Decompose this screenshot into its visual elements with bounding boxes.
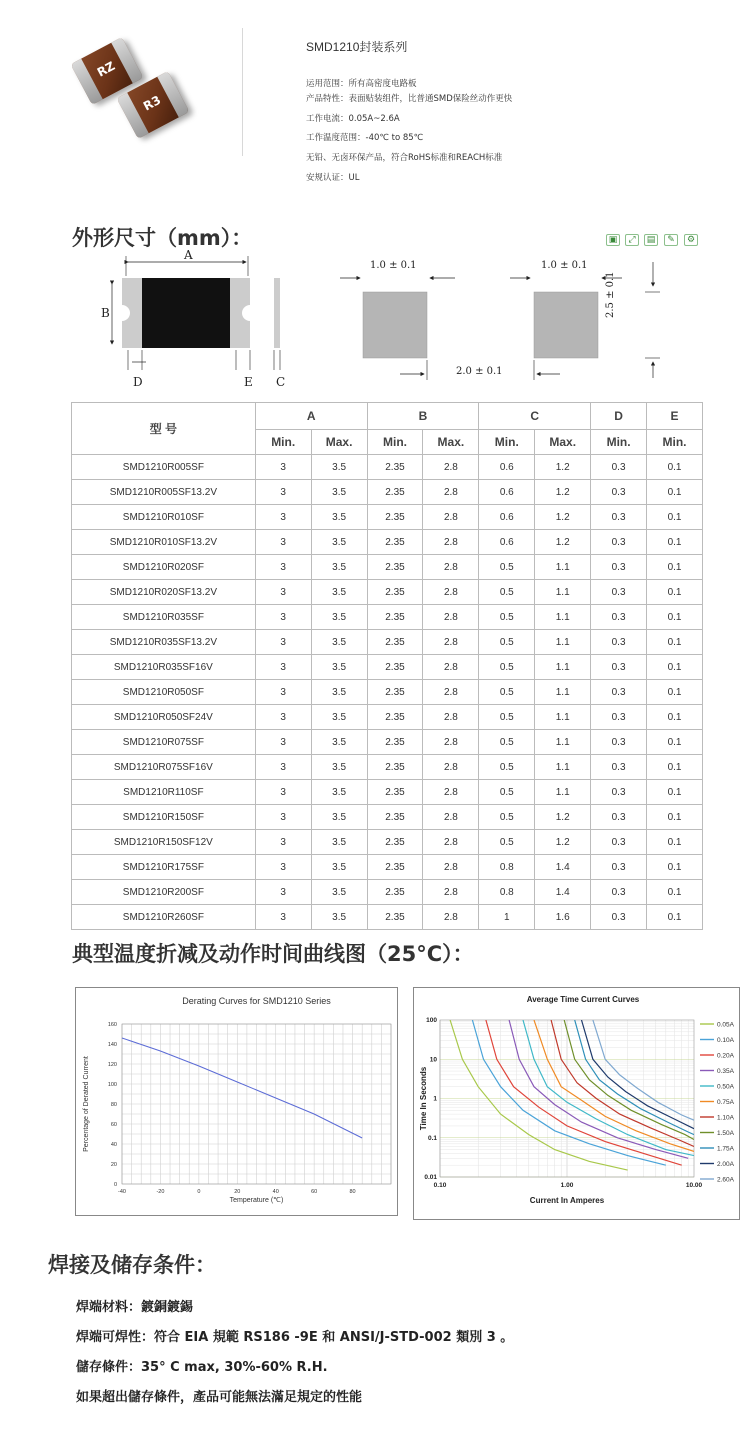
- storage-line: 如果超出儲存條件，產品可能無法滿足規定的性能: [76, 1390, 363, 1405]
- table-row: [72, 755, 703, 780]
- value-cell: 3.5: [311, 805, 367, 830]
- value-cell: 3: [255, 605, 311, 630]
- value-cell: 0.3: [591, 905, 647, 930]
- value-cell: 0.1: [647, 580, 703, 605]
- value-cell: 0.1: [647, 630, 703, 655]
- value-cell: 0.1: [647, 455, 703, 480]
- chip-label: RZ: [94, 58, 118, 80]
- dim-top-1: 1.0 ± 0.1: [370, 260, 417, 271]
- value-cell: 3: [255, 705, 311, 730]
- value-cell: 2.8: [423, 905, 479, 930]
- group-header: C: [479, 403, 591, 430]
- value-cell: 0.5: [479, 680, 535, 705]
- value-cell: 3.5: [311, 630, 367, 655]
- y-tick-label: 140: [107, 1042, 117, 1048]
- dim-bottom: 2.0 ± 0.1: [456, 366, 503, 377]
- value-cell: 1.1: [535, 705, 591, 730]
- value-cell: 2.35: [367, 780, 423, 805]
- x-tick-label: 20: [234, 1189, 241, 1195]
- group-header: E: [647, 403, 703, 430]
- label-d: D: [133, 375, 143, 389]
- y-tick-label: 120: [107, 1062, 117, 1068]
- value-cell: 1.4: [535, 855, 591, 880]
- model-cell: SMD1210R005SF: [72, 455, 256, 480]
- dimensions-title: 外形尺寸（mm）：: [72, 226, 253, 250]
- value-cell: 0.6: [479, 455, 535, 480]
- value-cell: 2.8: [423, 455, 479, 480]
- value-cell: 3: [255, 730, 311, 755]
- value-cell: 0.6: [479, 530, 535, 555]
- value-cell: 3: [255, 830, 311, 855]
- fuse-side-view: [274, 278, 280, 348]
- model-cell: SMD1210R010SF: [72, 505, 256, 530]
- value-cell: 0.5: [479, 580, 535, 605]
- value-cell: 3: [255, 880, 311, 905]
- value-cell: 0.1: [647, 755, 703, 780]
- table-row: [72, 830, 703, 855]
- derating-chart: [75, 987, 398, 1216]
- value-cell: 0.3: [591, 680, 647, 705]
- value-cell: 0.1: [647, 705, 703, 730]
- value-cell: 2.35: [367, 530, 423, 555]
- fuse-body: [142, 278, 230, 348]
- sub-header: Min.: [647, 430, 703, 455]
- y-tick-label: 100: [107, 1082, 117, 1088]
- value-cell: 0.6: [479, 505, 535, 530]
- value-cell: 2.8: [423, 880, 479, 905]
- y-tick-label: 60: [110, 1122, 117, 1128]
- value-cell: 2.35: [367, 605, 423, 630]
- value-cell: 1.6: [535, 905, 591, 930]
- value-cell: 2.35: [367, 905, 423, 930]
- y-tick-label: 80: [110, 1102, 117, 1108]
- x-tick-label: 10.00: [685, 1182, 703, 1189]
- storage-line: 焊端材料：鍍銅鍍錫: [76, 1300, 194, 1315]
- group-header: D: [591, 403, 647, 430]
- value-cell: 2.8: [423, 755, 479, 780]
- value-cell: 2.8: [423, 580, 479, 605]
- y-tick-label: 20: [110, 1162, 117, 1168]
- curves-title: 典型温度折减及动作时间曲线图（25°C）：: [72, 942, 474, 966]
- y-tick-label: 1: [433, 1095, 437, 1103]
- derating-chart-svg: [76, 988, 397, 1215]
- dimension-table: [71, 402, 703, 930]
- value-cell: 3.5: [311, 905, 367, 930]
- x-axis-label: Temperature (℃): [229, 1197, 284, 1204]
- value-cell: 0.3: [591, 730, 647, 755]
- table-row: [72, 505, 703, 530]
- x-tick-label: 0: [197, 1189, 201, 1195]
- value-cell: 3: [255, 480, 311, 505]
- value-cell: 0.8: [479, 855, 535, 880]
- value-cell: 0.3: [591, 605, 647, 630]
- model-header: 型 号: [72, 403, 256, 455]
- table-row: [72, 605, 703, 630]
- legend-label: 1.50A: [717, 1130, 734, 1137]
- value-cell: 1.2: [535, 505, 591, 530]
- value-cell: 2.35: [367, 630, 423, 655]
- table-row: [72, 455, 703, 480]
- pad-square-2: [534, 292, 598, 358]
- value-cell: 1.1: [535, 630, 591, 655]
- value-cell: 3: [255, 655, 311, 680]
- value-cell: 3.5: [311, 505, 367, 530]
- value-cell: 2.8: [423, 605, 479, 630]
- value-cell: 0.1: [647, 605, 703, 630]
- value-cell: 0.1: [647, 530, 703, 555]
- label-c: C: [276, 375, 286, 389]
- value-cell: 2.35: [367, 880, 423, 905]
- spec-line: 安规认证：UL: [306, 173, 360, 183]
- value-cell: 0.5: [479, 730, 535, 755]
- table-row: [72, 530, 703, 555]
- label-b: B: [101, 306, 110, 320]
- value-cell: 2.35: [367, 580, 423, 605]
- sub-header: Min.: [479, 430, 535, 455]
- value-cell: 0.5: [479, 755, 535, 780]
- spec-line: 产品特性：表面贴装组件，比普通SMD保险丝动作更快: [306, 94, 513, 104]
- value-cell: 3.5: [311, 705, 367, 730]
- table-row: [72, 730, 703, 755]
- x-tick-label: 60: [311, 1189, 318, 1195]
- dim-top-2: 1.0 ± 0.1: [541, 260, 588, 271]
- value-cell: 3.5: [311, 580, 367, 605]
- value-cell: 2.8: [423, 705, 479, 730]
- x-axis-label: Current In Amperes: [529, 1196, 605, 1205]
- legend-label: 1.10A: [717, 1114, 734, 1122]
- x-tick-label: 0.10: [433, 1182, 447, 1189]
- model-cell: SMD1210R175SF: [72, 855, 256, 880]
- value-cell: 3.5: [311, 480, 367, 505]
- value-cell: 1.1: [535, 780, 591, 805]
- label-a: A: [184, 248, 193, 262]
- value-cell: 0.3: [591, 655, 647, 680]
- value-cell: 2.35: [367, 555, 423, 580]
- series-title: SMD1210封装系列: [306, 40, 408, 54]
- value-cell: 3.5: [311, 755, 367, 780]
- value-cell: 0.1: [647, 655, 703, 680]
- value-cell: 0.3: [591, 630, 647, 655]
- sub-header: Max.: [311, 430, 367, 455]
- sub-header: Min.: [591, 430, 647, 455]
- legend-label: 2.60A: [717, 1176, 734, 1184]
- frame-icon[interactable]: ▣: [606, 234, 620, 246]
- legend-label: 0.20A: [717, 1052, 734, 1060]
- time-current-chart-svg: [414, 988, 739, 1219]
- spec-line: 工作温度范围：-40℃ to 85℃: [306, 133, 424, 143]
- y-tick-label: 0.1: [427, 1134, 437, 1142]
- value-cell: 1.1: [535, 755, 591, 780]
- table-row: [72, 855, 703, 880]
- value-cell: 0.1: [647, 880, 703, 905]
- value-cell: 1.1: [535, 555, 591, 580]
- value-cell: 3.5: [311, 830, 367, 855]
- value-cell: 0.5: [479, 705, 535, 730]
- model-cell: SMD1210R200SF: [72, 880, 256, 905]
- value-cell: 2.8: [423, 655, 479, 680]
- value-cell: 0.3: [591, 830, 647, 855]
- sub-header: Max.: [535, 430, 591, 455]
- value-cell: 3: [255, 530, 311, 555]
- value-cell: 3: [255, 455, 311, 480]
- value-cell: 2.8: [423, 680, 479, 705]
- model-cell: SMD1210R010SF13.2V: [72, 530, 256, 555]
- settings-icon[interactable]: ⚙: [684, 234, 698, 246]
- value-cell: 2.35: [367, 505, 423, 530]
- value-cell: 0.5: [479, 605, 535, 630]
- value-cell: 2.35: [367, 730, 423, 755]
- table-row: [72, 780, 703, 805]
- group-header: B: [367, 403, 479, 430]
- value-cell: 2.8: [423, 505, 479, 530]
- value-cell: 2.35: [367, 830, 423, 855]
- x-tick-label: -40: [118, 1189, 126, 1195]
- value-cell: 2.35: [367, 805, 423, 830]
- value-cell: 0.1: [647, 680, 703, 705]
- value-cell: 2.35: [367, 455, 423, 480]
- value-cell: 0.1: [647, 805, 703, 830]
- chart-title: Derating Curves for SMD1210 Series: [182, 996, 331, 1006]
- y-tick-label: 10: [429, 1056, 437, 1064]
- table-row: [72, 555, 703, 580]
- table-row: [72, 905, 703, 930]
- value-cell: 0.3: [591, 480, 647, 505]
- table-row: [72, 880, 703, 905]
- series-line: [551, 1020, 694, 1147]
- value-cell: 0.5: [479, 780, 535, 805]
- legend-label: 2.00A: [717, 1161, 734, 1168]
- table-row: [72, 705, 703, 730]
- value-cell: 3.5: [311, 880, 367, 905]
- value-cell: 2.35: [367, 755, 423, 780]
- model-cell: SMD1210R075SF: [72, 730, 256, 755]
- x-tick-label: -20: [156, 1189, 165, 1195]
- y-axis-label: Percentage of Derated Current: [83, 1056, 90, 1152]
- sub-header: Min.: [367, 430, 423, 455]
- chart-title: Average Time Current Curves: [526, 995, 640, 1004]
- value-cell: 2.8: [423, 555, 479, 580]
- value-cell: 1: [479, 905, 535, 930]
- value-cell: 2.35: [367, 680, 423, 705]
- value-cell: 2.35: [367, 705, 423, 730]
- value-cell: 1.4: [535, 880, 591, 905]
- model-cell: SMD1210R050SF: [72, 680, 256, 705]
- value-cell: 0.3: [591, 580, 647, 605]
- value-cell: 2.35: [367, 655, 423, 680]
- legend-label: 0.35A: [717, 1068, 734, 1075]
- model-cell: SMD1210R150SF12V: [72, 830, 256, 855]
- x-tick-label: 40: [272, 1189, 279, 1195]
- value-cell: 2.8: [423, 805, 479, 830]
- y-tick-label: 100: [426, 1017, 437, 1024]
- dim-side: 2.5 ± 0.1: [605, 271, 616, 318]
- x-tick-label: 80: [349, 1189, 356, 1195]
- value-cell: 3.5: [311, 605, 367, 630]
- value-cell: 0.3: [591, 455, 647, 480]
- y-tick-label: 40: [110, 1142, 117, 1148]
- value-cell: 3.5: [311, 780, 367, 805]
- model-cell: SMD1210R150SF: [72, 805, 256, 830]
- series-line: [122, 1038, 362, 1138]
- table-row: [72, 580, 703, 605]
- table-row: [72, 680, 703, 705]
- value-cell: 1.2: [535, 830, 591, 855]
- sub-header: Max.: [423, 430, 479, 455]
- value-cell: 0.1: [647, 730, 703, 755]
- value-cell: 3.5: [311, 555, 367, 580]
- model-cell: SMD1210R035SF: [72, 605, 256, 630]
- value-cell: 1.1: [535, 580, 591, 605]
- sub-header: Min.: [255, 430, 311, 455]
- x-tick-label: 1.00: [560, 1182, 574, 1189]
- y-tick-label: 0.01: [424, 1174, 437, 1181]
- model-cell: SMD1210R020SF: [72, 555, 256, 580]
- value-cell: 0.3: [591, 855, 647, 880]
- model-cell: SMD1210R110SF: [72, 780, 256, 805]
- value-cell: 2.8: [423, 830, 479, 855]
- value-cell: 1.1: [535, 730, 591, 755]
- spec-line: 工作电流：0.05A~2.6A: [306, 114, 400, 124]
- value-cell: 3: [255, 680, 311, 705]
- model-cell: SMD1210R035SF13.2V: [72, 630, 256, 655]
- model-cell: SMD1210R075SF16V: [72, 755, 256, 780]
- value-cell: 2.8: [423, 630, 479, 655]
- value-cell: 2.8: [423, 480, 479, 505]
- value-cell: 1.2: [535, 480, 591, 505]
- table-row: [72, 805, 703, 830]
- value-cell: 0.8: [479, 880, 535, 905]
- value-cell: 2.8: [423, 855, 479, 880]
- value-cell: 3.5: [311, 855, 367, 880]
- value-cell: 3: [255, 855, 311, 880]
- storage-line: 焊端可焊性：符合 EIA 規範 RS186 -9E 和 ANSI/J-STD-002 類別 3 。: [76, 1330, 514, 1345]
- legend-label: 0.05A: [717, 1021, 734, 1029]
- value-cell: 1.1: [535, 605, 591, 630]
- value-cell: 0.1: [647, 780, 703, 805]
- value-cell: 3.5: [311, 680, 367, 705]
- storage-line: 儲存條件：35° C max, 30%-60% R.H.: [76, 1360, 328, 1375]
- value-cell: 3.5: [311, 730, 367, 755]
- value-cell: 0.1: [647, 555, 703, 580]
- model-cell: SMD1210R005SF13.2V: [72, 480, 256, 505]
- value-cell: 0.3: [591, 705, 647, 730]
- spec-line: 运用范围：所有高密度电路板: [306, 79, 417, 89]
- value-cell: 0.5: [479, 655, 535, 680]
- edit-icon[interactable]: ✎: [664, 234, 678, 246]
- value-cell: 0.5: [479, 830, 535, 855]
- value-cell: 3: [255, 505, 311, 530]
- value-cell: 3: [255, 905, 311, 930]
- value-cell: 3: [255, 630, 311, 655]
- value-cell: 3: [255, 580, 311, 605]
- value-cell: 0.6: [479, 480, 535, 505]
- value-cell: 0.3: [591, 755, 647, 780]
- table-row: [72, 655, 703, 680]
- value-cell: 1.2: [535, 455, 591, 480]
- table-row: [72, 480, 703, 505]
- y-tick-label: 160: [107, 1022, 117, 1028]
- save-icon[interactable]: ▤: [644, 234, 658, 246]
- value-cell: 3: [255, 755, 311, 780]
- value-cell: 2.8: [423, 530, 479, 555]
- value-cell: 0.5: [479, 805, 535, 830]
- value-cell: 2.8: [423, 780, 479, 805]
- value-cell: 0.3: [591, 780, 647, 805]
- legend-label: 1.75A: [717, 1145, 734, 1153]
- value-cell: 3.5: [311, 655, 367, 680]
- y-tick-label: 0: [113, 1182, 117, 1188]
- value-cell: 0.3: [591, 530, 647, 555]
- value-cell: 0.1: [647, 505, 703, 530]
- value-cell: 3: [255, 805, 311, 830]
- value-cell: 1.2: [535, 530, 591, 555]
- value-cell: 3: [255, 555, 311, 580]
- value-cell: 1.2: [535, 805, 591, 830]
- value-cell: 0.3: [591, 505, 647, 530]
- value-cell: 3: [255, 780, 311, 805]
- value-cell: 0.3: [591, 555, 647, 580]
- legend-label: 0.50A: [717, 1083, 734, 1091]
- time-current-chart: [413, 987, 740, 1220]
- value-cell: 2.35: [367, 855, 423, 880]
- group-header: A: [255, 403, 367, 430]
- value-cell: 0.1: [647, 905, 703, 930]
- divider: [242, 28, 243, 156]
- value-cell: 0.1: [647, 830, 703, 855]
- model-cell: SMD1210R020SF13.2V: [72, 580, 256, 605]
- value-cell: 2.8: [423, 730, 479, 755]
- value-cell: 0.1: [647, 855, 703, 880]
- model-cell: SMD1210R050SF24V: [72, 705, 256, 730]
- model-cell: SMD1210R035SF16V: [72, 655, 256, 680]
- y-axis-label: Time In Seconds: [419, 1066, 428, 1131]
- value-cell: 0.3: [591, 880, 647, 905]
- pad-square-1: [363, 292, 427, 358]
- value-cell: 1.1: [535, 680, 591, 705]
- label-e: E: [244, 375, 253, 389]
- chip-label: R3: [141, 92, 164, 114]
- expand-icon[interactable]: ⤢: [625, 234, 639, 246]
- legend-label: 0.10A: [717, 1037, 734, 1044]
- value-cell: 0.5: [479, 555, 535, 580]
- spec-line: 无铅、无卤环保产品，符合RoHS标准和REACH标准: [306, 153, 503, 163]
- model-cell: SMD1210R260SF: [72, 905, 256, 930]
- storage-title: 焊接及储存条件：: [48, 1253, 216, 1277]
- table-row: [72, 630, 703, 655]
- legend-label: 0.75A: [717, 1099, 734, 1106]
- value-cell: 0.5: [479, 630, 535, 655]
- value-cell: 3.5: [311, 455, 367, 480]
- value-cell: 1.1: [535, 655, 591, 680]
- value-cell: 0.3: [591, 805, 647, 830]
- value-cell: 0.1: [647, 480, 703, 505]
- value-cell: 2.35: [367, 480, 423, 505]
- value-cell: 3.5: [311, 530, 367, 555]
